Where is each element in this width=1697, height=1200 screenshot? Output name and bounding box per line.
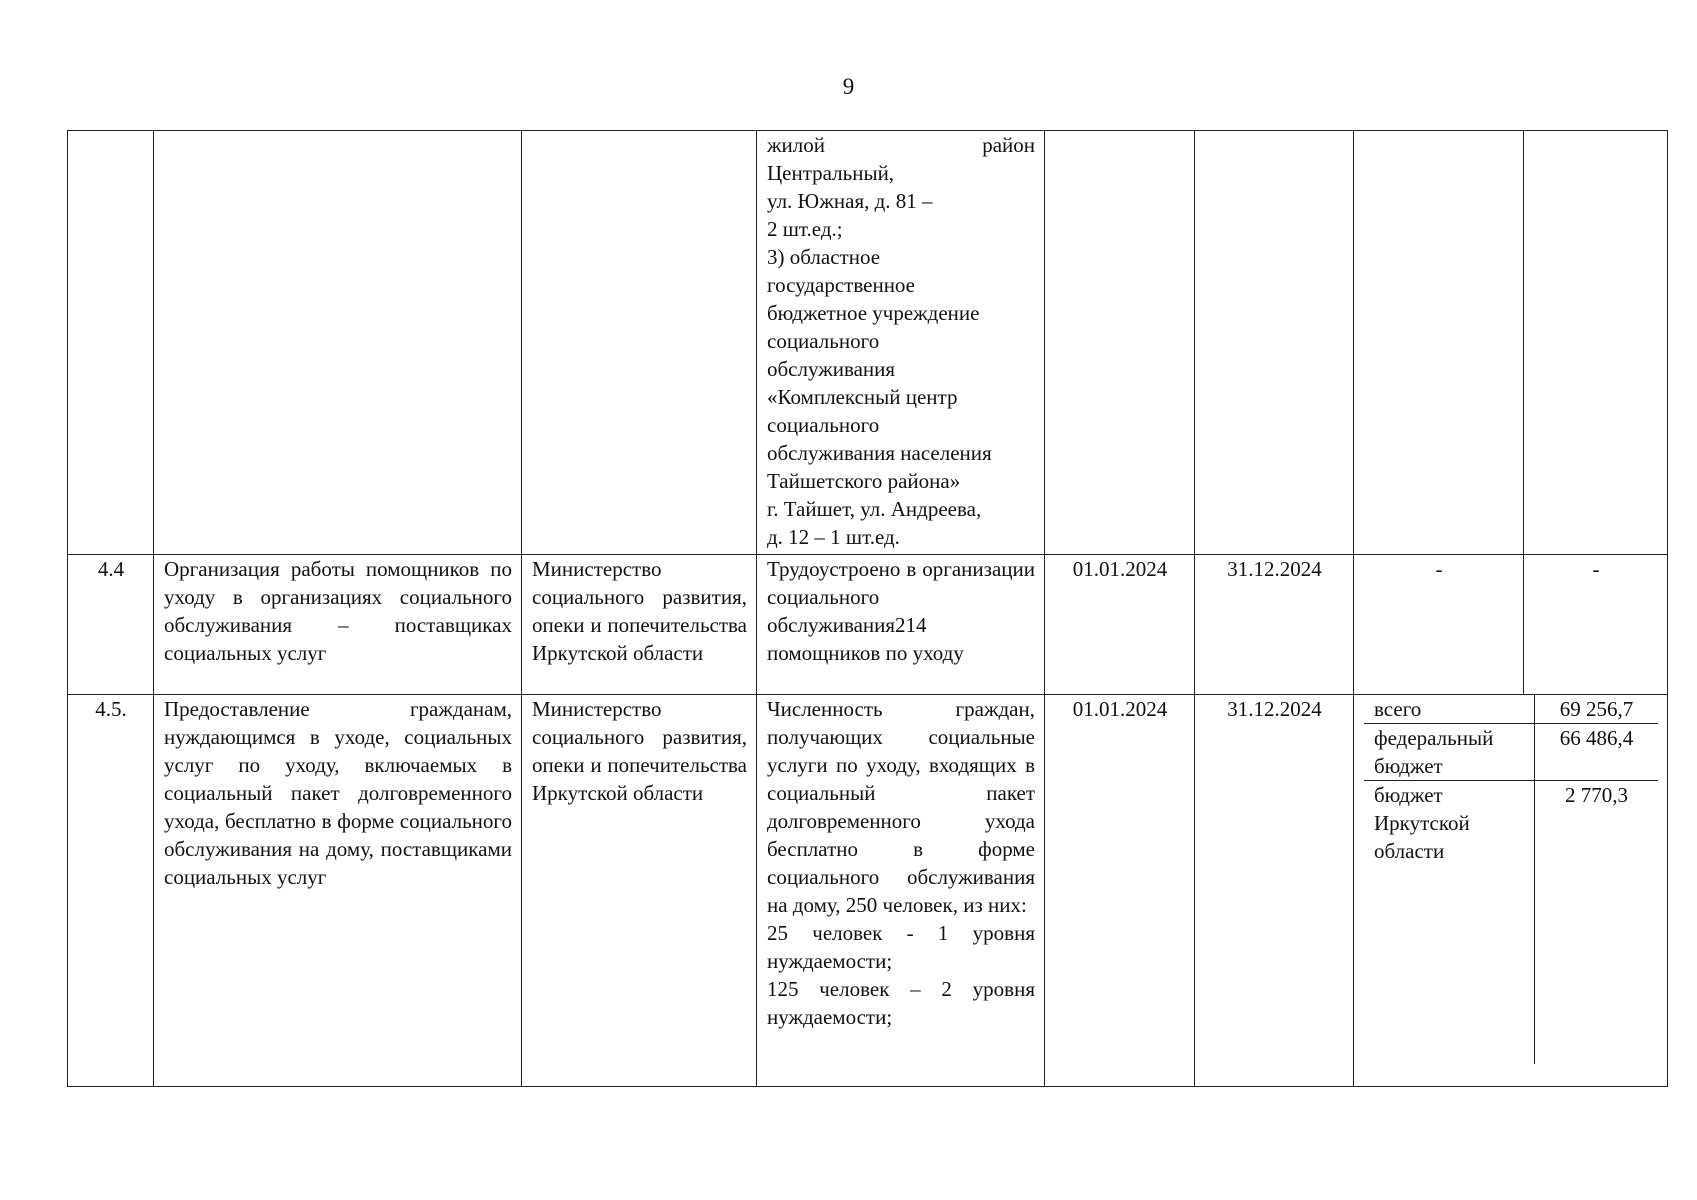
cell-start-date: 01.01.2024 bbox=[1045, 555, 1195, 695]
result-line: Центральный, bbox=[767, 161, 895, 185]
cell-num bbox=[68, 131, 154, 555]
cell-activity: Организация работы помощников по уходу в организациях социального обслуживания – поставщиках социальных услуг bbox=[154, 555, 522, 695]
page-number: 9 bbox=[842, 74, 855, 99]
table-row-4-5 bbox=[68, 695, 1668, 1087]
result-line: Тайшетского района» bbox=[767, 469, 961, 493]
result-line: г. Тайшет, ул. Андреева, bbox=[767, 497, 982, 521]
cell-activity: Предоставление гражданам, нуждающимся в уходе, социальных услуг по уходу, включаемых в социальный пакет долговременного ухода, бесплатно в форме социального обслуживания на дому, поставщиками социальных услуг bbox=[154, 695, 522, 1087]
result-line bbox=[767, 131, 1035, 159]
result-line-part: жилой bbox=[767, 133, 825, 157]
financing-source: всего bbox=[1374, 697, 1422, 721]
result-paragraph: Численность граждан, получающих социальные услуги по уходу, входящих в социальный пакет долговременного ухода бесплатно в форме социального обслуживания на дому, 250 человек, из них: bbox=[767, 697, 1035, 917]
result-line: социального bbox=[767, 329, 880, 353]
cell-end-date bbox=[1195, 131, 1354, 555]
cell-activity bbox=[154, 131, 522, 555]
result-line: 3) областное bbox=[767, 245, 881, 269]
result-paragraph: 125 человек – 2 уровня нуждаемости; bbox=[767, 977, 1035, 1029]
cell-executor: Министерство социального развития, опеки и попечительства Иркутской области bbox=[522, 695, 757, 1087]
cell-amount bbox=[1524, 131, 1668, 555]
cell-start-date: 01.01.2024 bbox=[1045, 695, 1195, 1087]
activities-table bbox=[67, 130, 1668, 1087]
cell-executor bbox=[522, 131, 757, 555]
cell-source bbox=[1354, 131, 1524, 555]
cell-result bbox=[757, 131, 1045, 555]
table-row-continuation bbox=[68, 131, 1668, 555]
result-line: государственное bbox=[767, 273, 916, 297]
cell-start-date bbox=[1045, 131, 1195, 555]
financing-source: бюджет Иркутской области bbox=[1374, 783, 1470, 863]
financing-row-regional bbox=[1364, 781, 1658, 1064]
result-line: обслуживания bbox=[767, 357, 896, 381]
financing-source: федеральный бюджет bbox=[1374, 726, 1494, 778]
result-line: социального bbox=[767, 413, 880, 437]
cell-source: - bbox=[1354, 555, 1524, 695]
result-line: «Комплексный центр bbox=[767, 385, 958, 409]
result-line-part: район bbox=[982, 133, 1035, 157]
financing-row-federal bbox=[1364, 724, 1658, 781]
financing-amount: 2 770,3 bbox=[1534, 781, 1658, 1064]
table-row-4-4 bbox=[68, 555, 1668, 695]
cell-end-date: 31.12.2024 bbox=[1195, 695, 1354, 1087]
cell-result: Трудоустроено в организации социального обслуживания214 помощников по уходу bbox=[757, 555, 1045, 695]
result-line: бюджетное учреждение bbox=[767, 301, 980, 325]
financing-amount: 66 486,4 bbox=[1534, 724, 1658, 780]
result-line: 2 шт.ед.; bbox=[767, 217, 843, 241]
financing-amount: 69 256,7 bbox=[1534, 695, 1658, 723]
cell-executor: Министерство социального развития, опеки и попечительства Иркутской области bbox=[522, 555, 757, 695]
cell-result bbox=[757, 695, 1045, 1087]
result-line: ул. Южная, д. 81 – bbox=[767, 189, 933, 213]
cell-num: 4.4 bbox=[68, 555, 154, 695]
cell-end-date: 31.12.2024 bbox=[1195, 555, 1354, 695]
cell-financing bbox=[1354, 695, 1668, 1087]
result-line: д. 12 – 1 шт.ед. bbox=[767, 525, 900, 549]
result-paragraph: 25 человек - 1 уровня нуждаемости; bbox=[767, 921, 1035, 973]
cell-num: 4.5. bbox=[68, 695, 154, 1087]
result-line: обслуживания населения bbox=[767, 441, 992, 465]
cell-amount: - bbox=[1524, 555, 1668, 695]
financing-row-total bbox=[1364, 695, 1658, 724]
